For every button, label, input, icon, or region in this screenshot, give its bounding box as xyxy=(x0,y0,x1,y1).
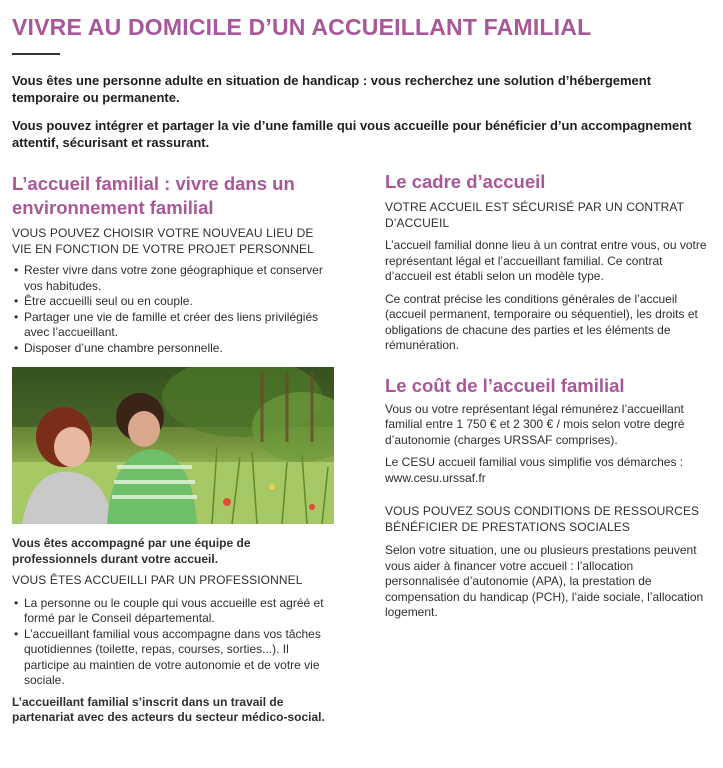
intro-paragraph-1: Vous êtes une personne adulte en situation de handicap : vous recherchez une solution d’hébergement temporaire ou permanente. xyxy=(12,73,652,105)
page-title: VIVRE AU DOMICILE D’UN ACCUEILLANT FAMILIAL xyxy=(12,14,592,40)
left-column xyxy=(12,172,332,726)
list-item: • Être accueilli seul ou en couple. xyxy=(24,294,332,310)
left-subheading: VOUS POUVEZ CHOISIR VOTRE NOUVEAU LIEU DE VIE EN FONCTION DE VOTRE PROJET PERSONNEL xyxy=(12,226,314,256)
cesu-link[interactable]: www.cesu.urssaf.fr xyxy=(385,470,486,485)
left-heading: L’accueil familial : vivre dans un environnement familial xyxy=(12,173,295,218)
cadre-subheading: VOTRE ACCUEIL EST SÉCURISÉ PAR UN CONTRAT D’ACCUEIL xyxy=(385,200,684,230)
list-item: • Disposer d’une chambre personnelle. xyxy=(24,341,332,357)
prestations-subheading: VOUS POUVEZ SOUS CONDITIONS DE RESSOURCES BÉNÉFICIER DE PRESTATIONS SOCIALES xyxy=(385,504,700,534)
family-garden-photo xyxy=(12,367,334,524)
list-item: • L’accueillant familial vous accompagne dans vos tâches quotidiennes (toilette, repas, courses, sorties...). Il participe au maintien de votre autonomie et de votre vie sociale. xyxy=(24,627,332,689)
list-item: • La personne ou le couple qui vous accueille est agréé et formé par le Conseil départemental. xyxy=(24,596,332,627)
cout-paragraph-1: Vous ou votre représentant légal rémunérez l’accueillant familial entre 1 750 € et 2 300 € / mois selon votre degré d’autonomie (charges URSSAF comprises). xyxy=(385,401,685,447)
list-item: • Partager une vie de famille et créer des liens privilégiés avec l’accueillant. xyxy=(24,310,332,341)
cesu-paragraph: Le CESU accueil familial vous simplifie vos démarches : xyxy=(385,455,684,469)
cadre-heading: Le cadre d’accueil xyxy=(385,171,546,192)
closing-statement: L’accueillant familial s’inscrit dans un travail de partenariat avec des acteurs du secteur médico-social. xyxy=(12,694,325,724)
left-bullet-list-2 xyxy=(12,596,332,689)
title-underline xyxy=(12,53,60,55)
cadre-paragraph-1: L’accueil familial donne lieu à un contrat entre vous, ou votre représentant légal et l’accueillant familial. Ce contrat d’accueil est établi selon un modèle type. xyxy=(385,238,707,283)
intro-paragraph-2: Vous pouvez intégrer et partager la vie d’une famille qui vous accueille pour bénéficier d’un accompagnement attentif, sécurisant et rassurant. xyxy=(12,118,692,150)
left-subheading-2: VOUS ÊTES ACCUEILLI PAR UN PROFESSIONNEL xyxy=(12,573,303,587)
right-column xyxy=(385,170,710,621)
cadre-paragraph-2: Ce contrat précise les conditions générales de l’accueil (accueil permanent, temporaire ou séquentiel), les droits et obligations de chacune des parties et les éléments de rémunération. xyxy=(385,291,698,352)
list-item: • Rester vivre dans votre zone géographique et conserver vos habitudes. xyxy=(24,263,332,294)
cout-heading: Le coût de l’accueil familial xyxy=(385,374,625,396)
prestations-paragraph: Selon votre situation, une ou plusieurs prestations peuvent vous aider à financer votre accueil : l’allocation personnalisée d’autonomie (APA), la prestation de compensation du handicap (PCH), l’aide sociale, l’allocation logement. xyxy=(385,543,704,619)
accompanied-statement: Vous êtes accompagné par une équipe de professionnels durant votre accueil. xyxy=(12,536,251,566)
left-bullet-list xyxy=(12,263,332,356)
